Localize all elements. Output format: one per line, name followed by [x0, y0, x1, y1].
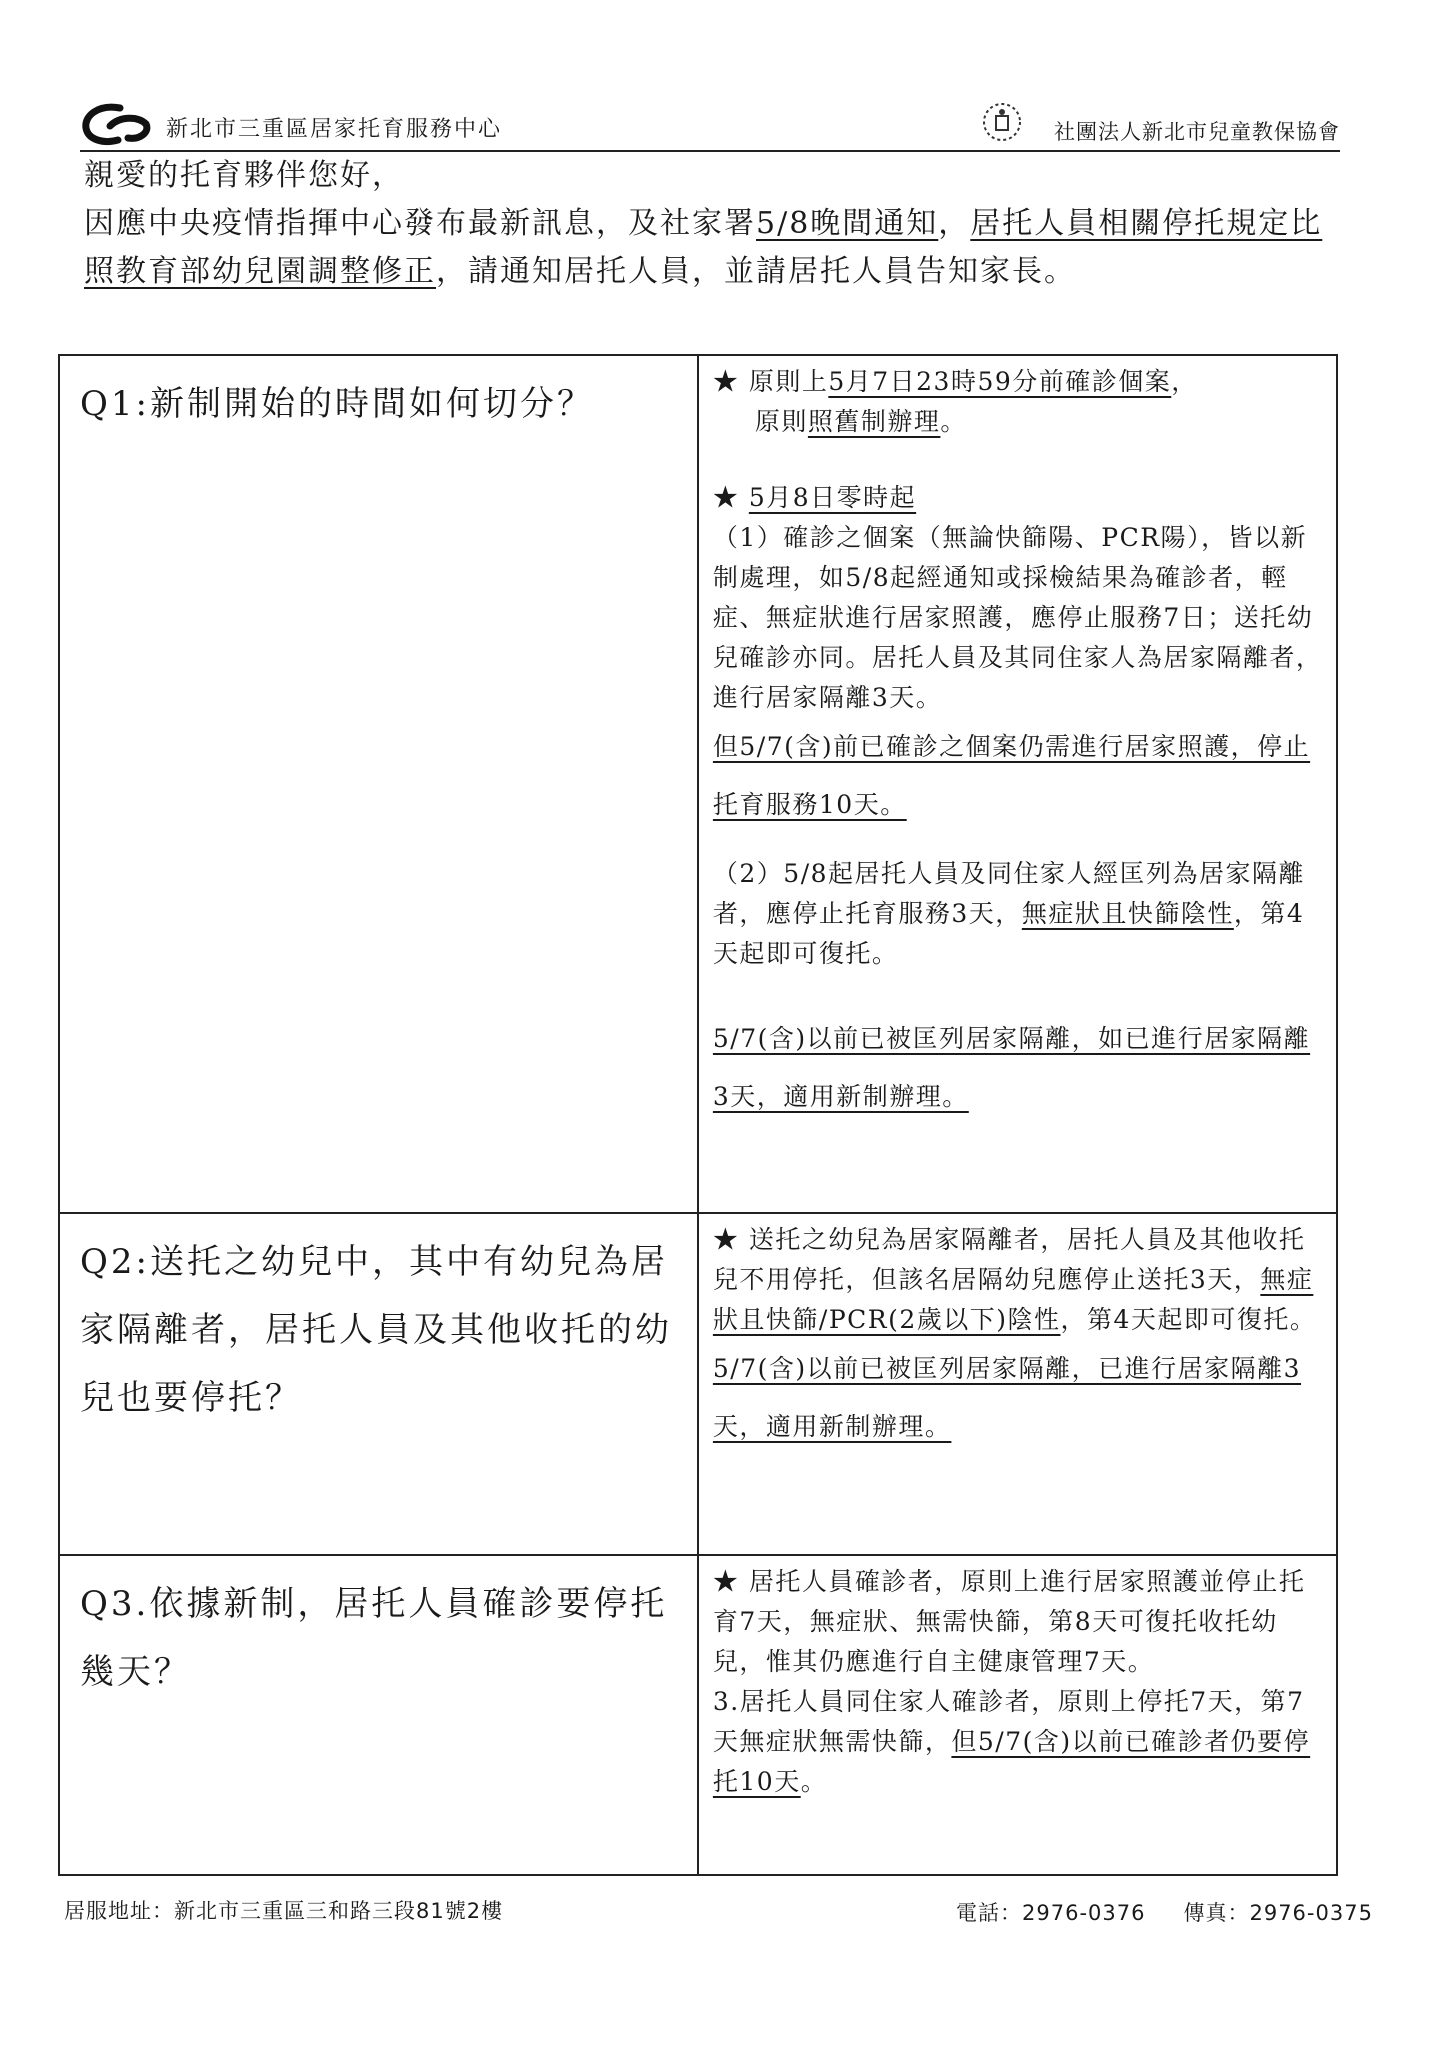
answer-cell-3	[698, 1555, 1337, 1875]
question-cell-3	[59, 1555, 698, 1875]
answer-1-quarantine: （2）5/8起居托人員及同住家人經匡列為居家隔離者，應停止托育服務3天，無症狀且快篩陰性，第4天起即可復托。	[712, 859, 1306, 968]
center-logo-icon	[80, 102, 154, 146]
answer-cell-1	[698, 355, 1337, 1213]
notice-date: 5/8晚間通知	[756, 206, 939, 241]
answer-3-household: 3.居托人員同住家人確診者，原則上停托7天，第7天無症狀無需快篩，但5/7(含)以前已確診者仍要停托10天。	[712, 1687, 1311, 1796]
intro-instruction: ，請通知居托人員，並請居托人員告知家長。	[436, 254, 1076, 289]
qa-row-1	[59, 355, 1337, 1213]
answer-1-new-rule-head: ★ 5月8日零時起	[712, 483, 917, 512]
letterhead	[80, 100, 1340, 152]
intro-section	[84, 152, 1354, 296]
question-cell-2	[59, 1213, 698, 1555]
question-cell-1	[59, 355, 698, 1213]
answer-3-staff: ★ 居托人員確診者，原則上進行居家照護並停止托育7天，無症狀、無需快篩，第8天可復托收托幼兒，惟其仍應進行自主健康管理7天。	[712, 1567, 1306, 1676]
footer-address: 居服地址：新北市三重區三和路三段81號2樓	[64, 1899, 504, 1923]
greeting: 親愛的托育夥伴您好，	[84, 158, 404, 193]
footer-phone: 電話：2976-0376	[956, 1901, 1146, 1925]
question-2: Q2:送托之幼兒中，其中有幼兒為居家隔離者，居托人員及其他收托的幼兒也要停托？	[80, 1242, 672, 1418]
qa-table	[58, 354, 1338, 1876]
footer-fax: 傳真：2976-0375	[1183, 1901, 1373, 1925]
center-name: 新北市三重區居家托育服務中心	[166, 117, 503, 142]
association-name: 社團法人新北市兒童教保協會	[1054, 120, 1340, 144]
intro-paragraph	[84, 200, 1354, 296]
answer-1-note: 但5/7(含)前已確診之個案仍需進行居家照護，停止托育服務10天。	[712, 732, 1311, 819]
intro-comma: ，	[938, 206, 971, 241]
qa-row-3	[59, 1555, 1337, 1875]
footer-contact	[956, 1897, 1373, 1927]
answer-cell-2	[698, 1213, 1337, 1555]
answer-2-rule: ★ 送托之幼兒為居家隔離者，居托人員及其他收托兒不用停托，但該名居隔幼兒應停止送托3天，無症狀且快篩/PCR(2歲以下)陰性，第4天起即可復托。	[712, 1225, 1317, 1334]
policy-summary: 居托人員相關停托規定比照教育部幼兒園調整修正	[84, 206, 1323, 289]
question-3: Q3.依據新制，居托人員確診要停托幾天？	[80, 1584, 668, 1692]
qa-row-2	[59, 1213, 1337, 1555]
answer-1-quarantine-note: 5/7(含)以前已被匡列居家隔離，如已進行居家隔離3天，適用新制辦理。	[712, 1024, 1311, 1111]
intro-text: 因應中央疫情指揮中心發布最新訊息，及社家署	[84, 206, 756, 241]
answer-1-principle: ★ 原則上5月7日23時59分前確診個案， 原則照舊制辦理。	[712, 367, 1198, 436]
association-logo-icon	[980, 100, 1024, 144]
answer-1-new-rule-body: （1）確診之個案（無論快篩陽、PCR陽），皆以新制處理，如5/8起經通知或採檢結果為確診者，輕症、無症狀進行居家照護，應停止服務7日；送托幼兒確診亦同。居托人員及其同住家人為居家隔離者，進行居家隔離3天。	[712, 523, 1323, 712]
answer-2-note: 5/7(含)以前已被匡列居家隔離，已進行居家隔離3天，適用新制辦理。	[712, 1354, 1302, 1441]
question-1: Q1:新制開始的時間如何切分？	[80, 384, 594, 424]
